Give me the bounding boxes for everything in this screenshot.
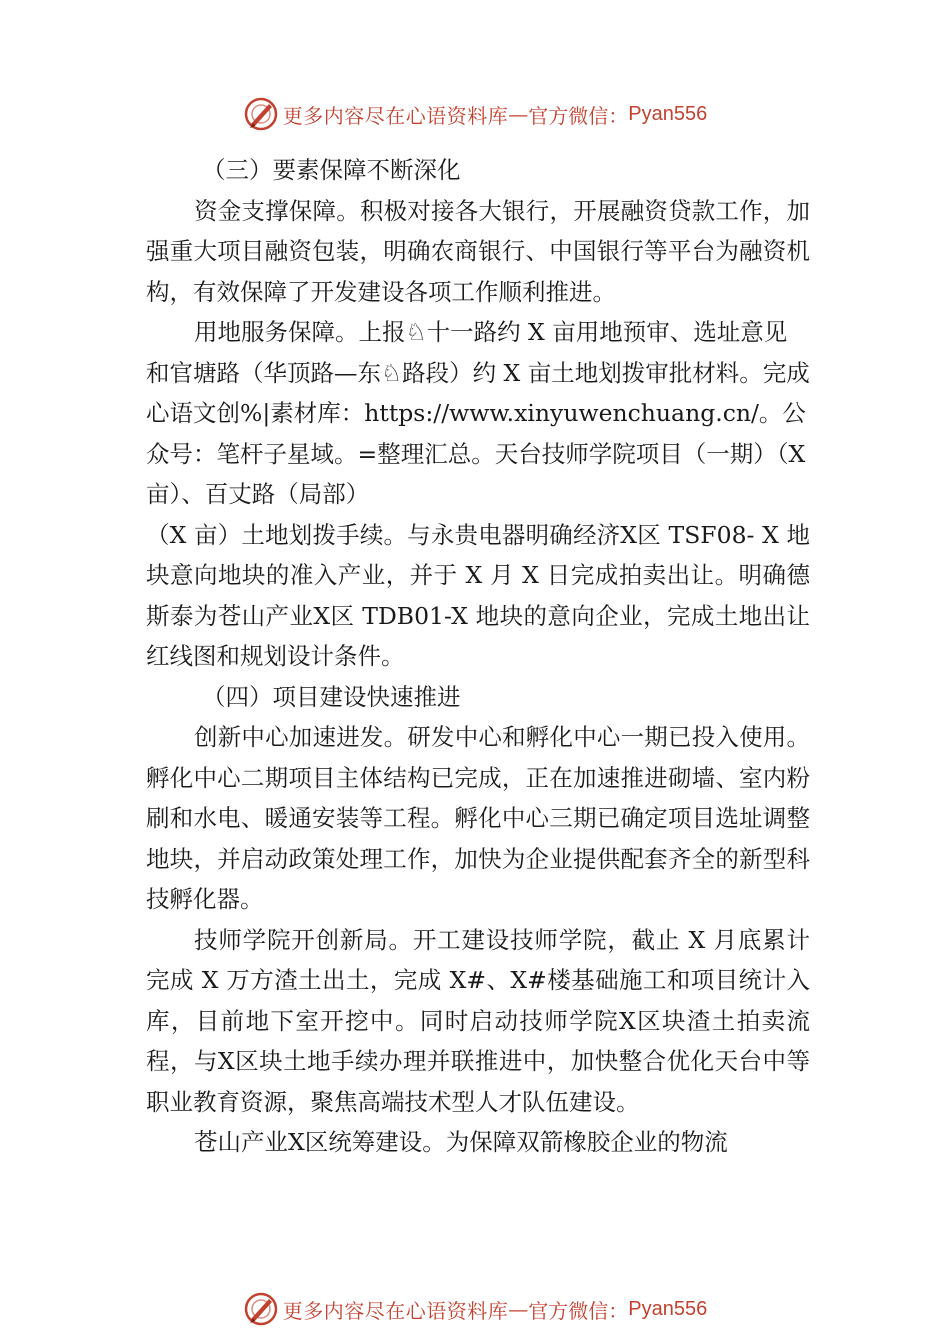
logo-icon — [243, 1291, 279, 1327]
header-banner — [0, 94, 950, 134]
logo-icon — [243, 96, 279, 132]
banner-wechat-id: Pyan556 — [628, 102, 708, 125]
document-body — [146, 150, 810, 1163]
banner-brand-text: 更多内容尽在心语资料库 — [282, 103, 509, 128]
paragraph-funding: 资金支撑保障。积极对接各大银行，开展融资贷款工作，加强重大项目融资包装，明确农商银行、中国银行等平台为融资机构，有效保障了开发建设各项工作顺利推进。 — [146, 196, 810, 306]
section-heading-4: （四）项目建设快速推进 — [202, 682, 461, 711]
footer-banner — [0, 1289, 950, 1329]
footer-wechat-id: Pyan556 — [628, 1297, 708, 1320]
banner-dash: — — [508, 102, 529, 126]
paragraph-technician-college: 技师学院开创新局。开工建设技师学院，截止 X 月底累计完成 X 万方渣土出土，完成 X#、X#楼基础施工和项目统计入库，目前地下室开挖中。同时启动技师学院Ⅹ区块渣土拍卖流程，与Ⅹ区块土地手续办理并联推进中，加快整合优化天台中等职业教育资源，聚焦高端技术型人才队伍建设。 — [146, 925, 810, 1116]
footer-brand-text: 更多内容尽在心语资料库 — [282, 1298, 509, 1323]
paragraph-innovation-center: 创新中心加速进发。研发中心和孵化中心一期已投入使用。孵化中心二期项目主体结构已完成，正在加速推进砌墙、室内粉刷和水电、暖通安装等工程。孵化中心三期已确定项目选址调整地块，并启动政策处理工作，加快为企业提供配套齐全的新型科技孵化器。 — [146, 723, 810, 913]
footer-dash: — — [508, 1297, 529, 1321]
footer-wechat-label: 官方微信： — [528, 1298, 629, 1323]
paragraph-land-continued: （X 亩）土地划拨手续。与永贵电器明确经济Ⅹ区 TSF08- X 地块意向地块的准入产业，并于 X 月 X 日完成拍卖出让。明确德斯泰为苍山产业Ⅹ区 TDB01-X 地块的意向企业，完成土地出让红线图和规划设计条件。 — [146, 520, 810, 670]
banner-wechat-label: 官方微信： — [528, 103, 629, 128]
paragraph-cangshan: 苍山产业Ⅹ区统筹建设。为保障双箭橡胶企业的物流 — [194, 1128, 728, 1156]
section-heading-3: （三）要素保障不断深化 — [202, 156, 461, 184]
paragraph-land-service: 用地服务保障。上报♘十一路约 X 亩用地预审、选址意见和官塘路（华顶路—东♘路段）约 X 亩土地划拨审批材料。完成心语文创%|素材库：https://www.xinyuwenchuang.cn/。公众号：笔杆子星域。=整理汇总。天台技师学院项目（一期）（X 亩）、百丈路（局部） — [146, 318, 810, 508]
